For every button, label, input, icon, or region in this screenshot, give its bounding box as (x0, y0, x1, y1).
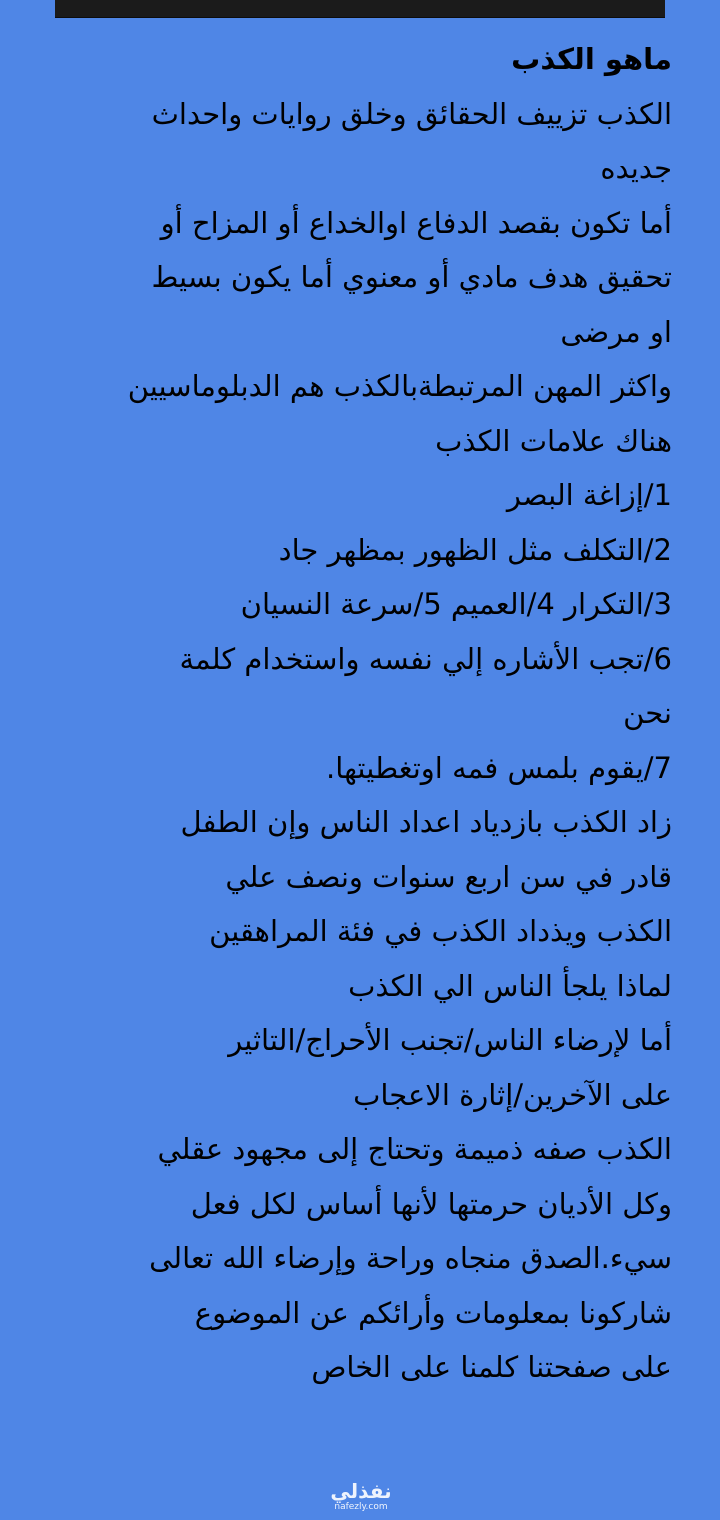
nafezly-watermark (318, 1480, 404, 1512)
article-line: شاركونا بمعلومات وأرائكم عن الموضوع (194, 1295, 672, 1330)
article-line: زاد الكذب بازدياد اعداد الناس وإن الطفل (180, 805, 672, 839)
watermark-url: nafezly.com (334, 1502, 388, 1512)
article-line: الكذب تزييف الحقائق وخلق روايات واحداث (151, 96, 672, 131)
article-line: قادر في سن اربع سنوات ونصف علي (225, 859, 672, 894)
article-line: تحقيق هدف مادي أو معنوي أما يكون بسيط (151, 260, 672, 294)
article-title: ماهو الكذب (511, 42, 672, 76)
article-line: الكذب صفه ذميمة وتحتاج إلى مجهود عقلي (157, 1132, 672, 1166)
article-line: 1/إزاغة البصر (506, 478, 672, 512)
article-line: نحن (623, 696, 672, 730)
article-line: أما لإرضاء الناس/تجنب الأحراج/التاثير (228, 1023, 672, 1057)
article-line: سيء.الصدق منجاه وراحة وإرضاء الله تعالى (149, 1241, 672, 1275)
article-line: واكثر المهن المرتبطةبالكذب هم الدبلوماسيين (127, 369, 672, 403)
article-line: 6/تجب الأشاره إلي نفسه واستخدام كلمة (179, 641, 672, 676)
article-line: هناك علامات الكذب (435, 423, 672, 458)
article-line: 2/التكلف مثل الظهور بمظهر جاد (278, 532, 672, 567)
article-line: او مرضى (560, 314, 672, 349)
article-body (48, 32, 672, 1395)
article-line: وكل الأديان حرمتها لأنها أساس لكل فعل (190, 1186, 672, 1221)
article-line: لماذا يلجأ الناس الي الكذب (348, 968, 672, 1003)
article-line: أما تكون بقصد الدفاع اوالخداع أو المزاح أو (160, 205, 672, 240)
watermark-logo: نفذلي (330, 1479, 392, 1503)
article-line: 7/يقوم بلمس فمه اوتغطيتها. (326, 750, 672, 785)
article-line: على صفحتنا كلمنا على الخاص (311, 1350, 672, 1384)
article-line: جديده (600, 151, 672, 185)
article-line: الكذب ويذداد الكذب في فئة المراهقين (209, 914, 672, 948)
header-image (55, 0, 665, 18)
article-line: 3/التكرار 4/العميم 5/سرعة النسيان (240, 587, 672, 621)
article-line: على الآخرين/إثارة الاعجاب (353, 1077, 672, 1112)
